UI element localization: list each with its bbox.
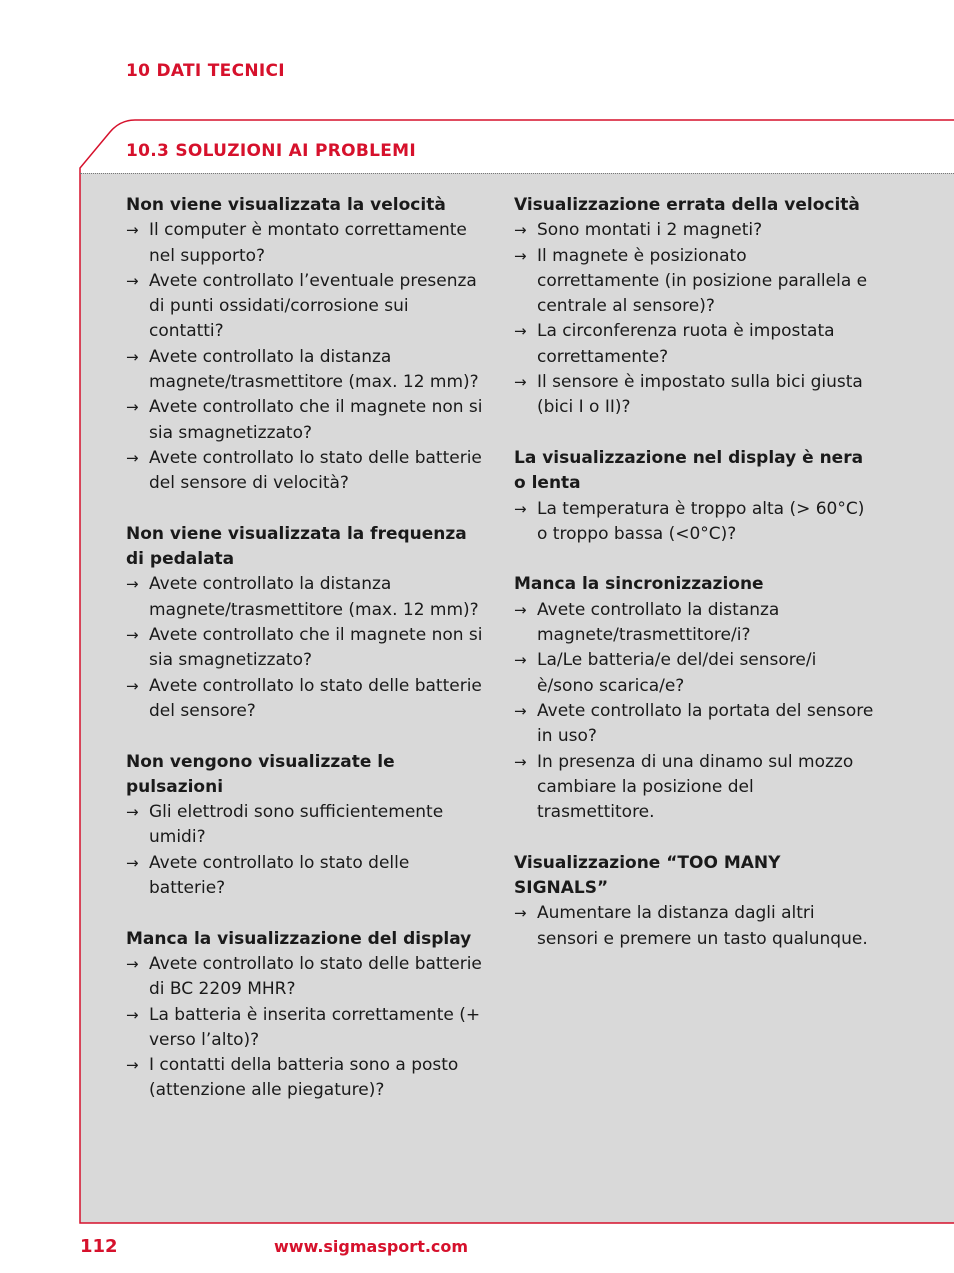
solution-text: Avete controllato lo stato delle batterie? xyxy=(149,852,410,899)
solution-text: Il computer è montato correttamente nel supporto? xyxy=(149,220,467,266)
solution-list xyxy=(126,218,486,496)
problem-title: Manca la visualizzazione del display xyxy=(126,928,472,949)
solution-item xyxy=(514,699,874,750)
problem-block xyxy=(514,193,874,421)
solution-text: Il magnete è posizionato correttamente (in posizione parallela e centrale al sensore)? xyxy=(537,245,868,317)
solution-item xyxy=(126,952,486,1003)
arrow-right-icon: → xyxy=(126,271,139,290)
solution-item xyxy=(514,497,874,548)
arrow-right-icon: → xyxy=(126,954,139,973)
arrow-right-icon: → xyxy=(514,221,527,240)
arrow-right-icon: → xyxy=(126,626,139,645)
website-link[interactable]: www.sigmasport.com xyxy=(274,1237,469,1256)
problem-block xyxy=(126,927,486,1104)
solution-text: Avete controllato l’eventuale presenza di punti ossidati/corrosione sui contatti? xyxy=(149,270,477,342)
solution-text: I contatti della batteria sono a posto (attenzione alle piegature)? xyxy=(149,1055,459,1101)
solution-text: Avete controllato che il magnete non si sia smagnetizzato? xyxy=(149,625,483,671)
solution-text: Aumentare la distanza dagli altri sensori e premere un tasto qualunque. xyxy=(537,903,868,949)
right-column xyxy=(514,193,874,977)
solution-item xyxy=(126,851,486,902)
solution-text: La temperatura è troppo alta (> 60°C) o troppo bassa (<0°C)? xyxy=(537,498,865,544)
solution-list xyxy=(514,497,874,548)
problem-title: Manca la sincronizzazione xyxy=(514,574,764,595)
solution-item xyxy=(514,370,874,421)
solution-text: Avete controllato che il magnete non si sia smagnetizzato? xyxy=(149,397,483,443)
problem-title: Non vengono visualizzate le pulsazioni xyxy=(126,751,395,797)
problem-title: Visualizzazione errata della velocità xyxy=(514,195,860,215)
arrow-right-icon: → xyxy=(514,499,527,518)
solution-text: La circonferenza ruota è impostata correttamente? xyxy=(537,321,835,367)
arrow-right-icon: → xyxy=(126,347,139,366)
arrow-right-icon: → xyxy=(514,651,527,670)
solution-list xyxy=(514,598,874,826)
solution-list xyxy=(126,800,486,901)
solution-item xyxy=(514,648,874,699)
problem-title: Non viene visualizzata la velocità xyxy=(126,195,446,215)
solution-item xyxy=(126,674,486,725)
solution-item xyxy=(126,269,486,345)
problem-block xyxy=(514,851,874,952)
solution-list xyxy=(514,901,874,952)
arrow-right-icon: → xyxy=(514,904,527,923)
solution-text: Avete controllato lo stato delle batterie di BC 2209 MHR? xyxy=(149,953,482,1000)
solution-text: La/Le batteria/e del/dei sensore/i è/sono scarica/e? xyxy=(537,650,817,696)
solution-text: Avete controllato la distanza magnete/trasmettitore (max. 12 mm)? xyxy=(149,574,479,620)
section-divider xyxy=(80,173,954,174)
problem-block xyxy=(126,522,486,724)
arrow-right-icon: → xyxy=(514,752,527,771)
arrow-right-icon: → xyxy=(126,575,139,594)
problem-title: La visualizzazione nel display è nera o lenta xyxy=(514,447,864,494)
solution-item xyxy=(514,244,874,320)
solution-text: Avete controllato la portata del sensore in uso? xyxy=(537,700,874,747)
solution-text: In presenza di una dinamo sul mozzo cambiare la posizione del trasmettitore. xyxy=(537,751,854,823)
problem-block xyxy=(514,446,874,547)
arrow-right-icon: → xyxy=(126,803,139,822)
solution-item xyxy=(126,623,486,674)
solution-item xyxy=(126,800,486,851)
solution-text: Avete controllato la distanza magnete/trasmettitore (max. 12 mm)? xyxy=(149,346,479,393)
arrow-right-icon: → xyxy=(126,676,139,695)
solution-text: La batteria è inserita correttamente (+ verso l’alto)? xyxy=(149,1004,481,1050)
solution-item xyxy=(514,218,874,243)
solution-item xyxy=(126,1053,486,1104)
problem-title: Visualizzazione “TOO MANY SIGNALS” xyxy=(514,852,781,899)
problem-title: Non viene visualizzata la frequenza di pedalata xyxy=(126,523,467,570)
arrow-right-icon: → xyxy=(126,1056,139,1075)
arrow-right-icon: → xyxy=(126,1005,139,1024)
arrow-right-icon: → xyxy=(126,398,139,417)
solution-text: Il sensore è impostato sulla bici giusta (bici I o II)? xyxy=(537,372,863,418)
problem-block xyxy=(126,750,486,902)
solution-text: Avete controllato la distanza magnete/trasmettitore/i? xyxy=(537,599,780,646)
solution-item xyxy=(126,345,486,396)
chapter-title: 10 DATI TECNICI xyxy=(126,61,285,81)
arrow-right-icon: → xyxy=(514,322,527,341)
left-column xyxy=(126,193,486,1129)
arrow-right-icon: → xyxy=(514,373,527,392)
arrow-right-icon: → xyxy=(514,246,527,265)
solution-list xyxy=(514,218,874,420)
solution-item xyxy=(514,598,874,649)
solution-text: Sono montati i 2 magneti? xyxy=(537,220,763,241)
solution-text: Gli elettrodi sono sufficientemente umidi? xyxy=(149,802,444,848)
solution-list xyxy=(126,952,486,1104)
arrow-right-icon: → xyxy=(126,221,139,240)
arrow-right-icon: → xyxy=(126,853,139,872)
solution-item xyxy=(514,319,874,370)
solution-item xyxy=(514,901,874,952)
problem-block xyxy=(514,572,874,825)
solution-item xyxy=(126,446,486,497)
solution-item xyxy=(126,218,486,269)
solution-item xyxy=(126,395,486,446)
solution-item xyxy=(126,572,486,623)
solution-list xyxy=(126,572,486,724)
page-number: 112 xyxy=(80,1236,118,1257)
arrow-right-icon: → xyxy=(514,600,527,619)
arrow-right-icon: → xyxy=(126,448,139,467)
solution-item xyxy=(514,750,874,826)
problem-block xyxy=(126,193,486,497)
solution-text: Avete controllato lo stato delle batterie del sensore di velocità? xyxy=(149,447,482,494)
solution-item xyxy=(126,1003,486,1054)
section-title: 10.3 SOLUZIONI AI PROBLEMI xyxy=(126,141,417,161)
arrow-right-icon: → xyxy=(514,701,527,720)
solution-text: Avete controllato lo stato delle batterie del sensore? xyxy=(149,675,482,721)
